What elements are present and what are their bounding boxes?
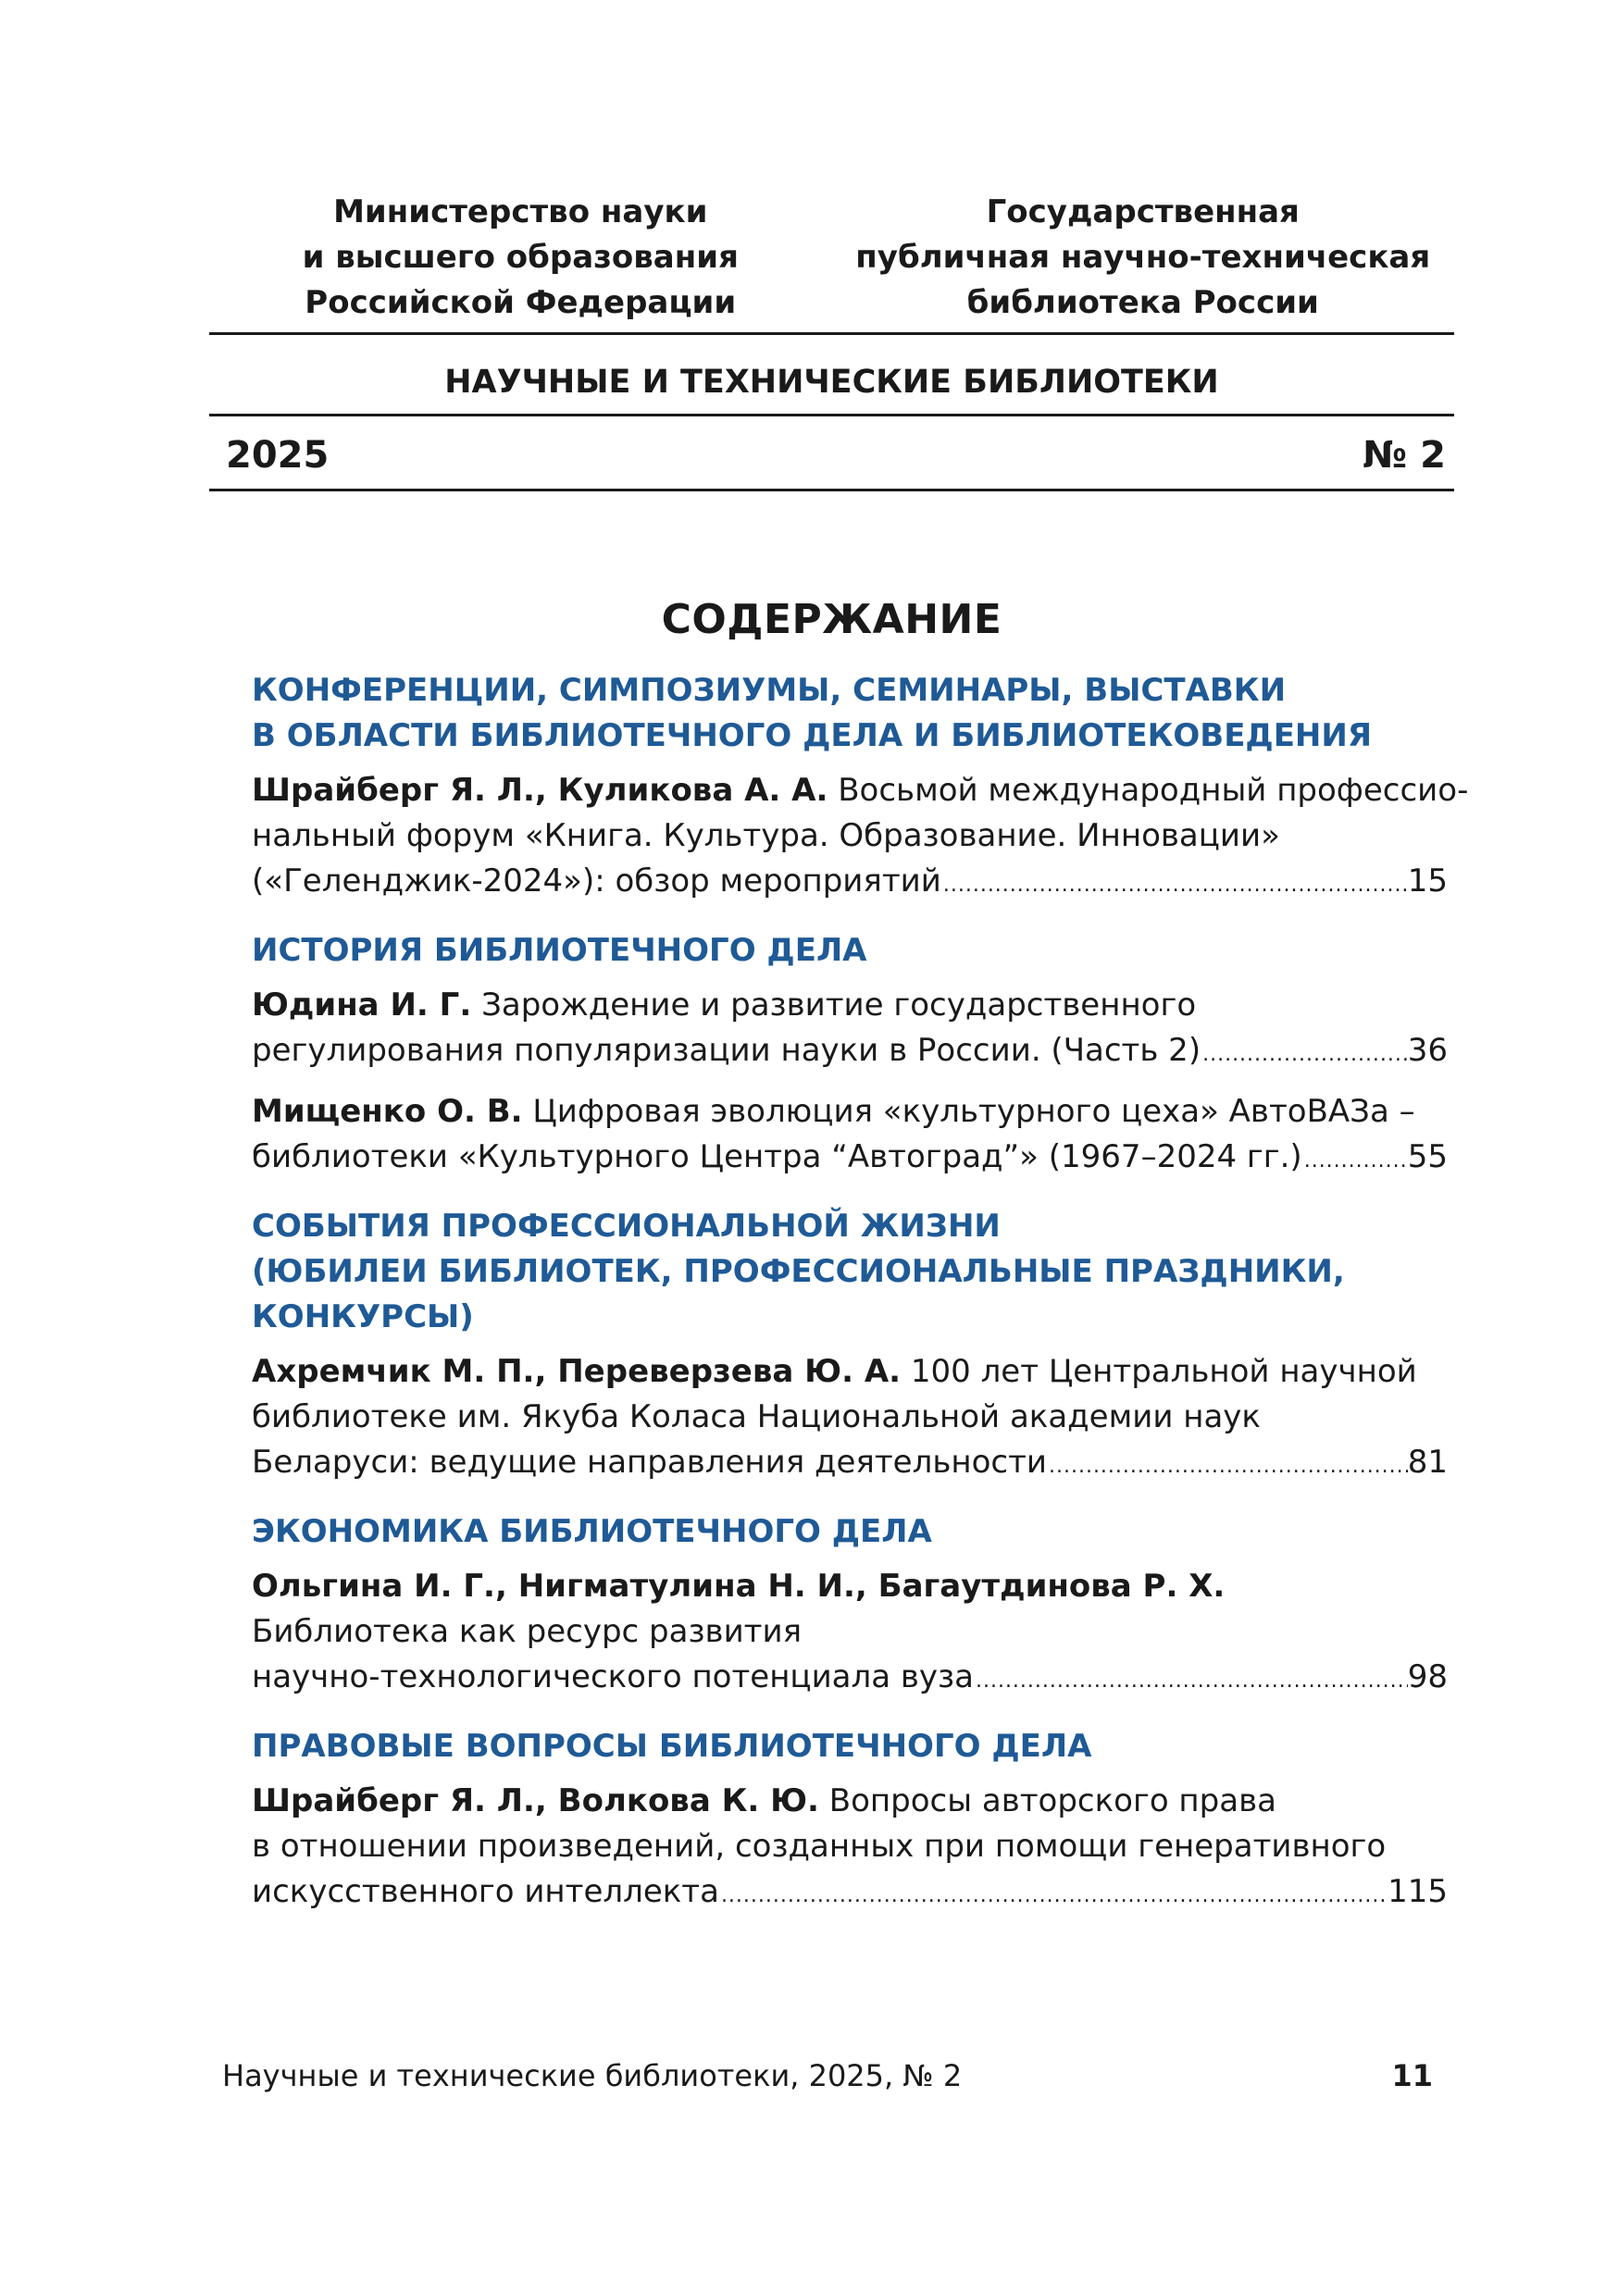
header-line: Государственная bbox=[986, 193, 1300, 230]
toc-section bbox=[252, 668, 1469, 908]
entry-title-line: искусственного интеллекта bbox=[252, 1873, 719, 1910]
library-name bbox=[832, 190, 1455, 326]
section-title-line: ПРАВОВЫЕ ВОПРОСЫ БИБЛИОТЕЧНОГО ДЕЛА bbox=[252, 1728, 1092, 1765]
dot-leader bbox=[1047, 1444, 1408, 1489]
toc-section bbox=[252, 1509, 1448, 1704]
section-title-line: В ОБЛАСТИ БИБЛИОТЕЧНОГО ДЕЛА И БИБЛИОТЕКОВЕДЕНИЯ bbox=[252, 717, 1373, 754]
header-line: публичная научно-техническая bbox=[855, 239, 1431, 276]
entry-authors: Ахремчик М. П., Переверзева Ю. А. bbox=[252, 1353, 902, 1390]
contents-title: СОДЕРЖАНИЕ bbox=[661, 596, 1002, 643]
entry-first-line bbox=[252, 983, 1448, 1028]
entry-title-line: библиотеки «Культурного Центра “Автоград”» (1967–2024 гг.) bbox=[252, 1138, 1302, 1175]
toc-entry[interactable] bbox=[252, 1089, 1448, 1184]
header-line: и высшего образования bbox=[302, 239, 739, 276]
entry-title-text: 100 лет Центральной научной bbox=[910, 1353, 1417, 1390]
dot-leader bbox=[941, 863, 1408, 908]
section-title-line: ИСТОРИЯ БИБЛИОТЕЧНОГО ДЕЛА bbox=[252, 932, 867, 969]
entry-authors: Юдина И. Г. bbox=[252, 987, 472, 1024]
entry-last-line bbox=[252, 859, 1448, 908]
section-title bbox=[252, 1204, 1448, 1340]
section-title bbox=[252, 668, 1448, 759]
dot-leader bbox=[719, 1873, 1388, 1918]
entry-title-line: нальный форум «Книга. Культура. Образование. Инновации» bbox=[252, 817, 1280, 854]
entry-last-line bbox=[252, 1135, 1448, 1184]
entry-title-line: библиотеке им. Якуба Коласа Национальной академии наук bbox=[252, 1398, 1261, 1435]
entry-page-number: 15 bbox=[1407, 863, 1448, 900]
header-line: библиотека России bbox=[966, 284, 1319, 321]
entry-title-line: регулирования популяризации науки в России. (Часть 2) bbox=[252, 1032, 1201, 1069]
entry-title-line: («Геленджик-2024»): обзор мероприятий bbox=[252, 863, 941, 900]
footer-citation: Научные и технические библиотеки, 2025, № 2 bbox=[222, 2058, 963, 2093]
entry-first-line bbox=[252, 1564, 1448, 1609]
entry-first-line bbox=[252, 1349, 1448, 1395]
entry-authors: Шрайберг Я. Л., Куликова А. А. bbox=[252, 772, 828, 809]
issue-year: 2025 bbox=[226, 434, 330, 477]
toc-section bbox=[252, 928, 1448, 1184]
section-title bbox=[252, 1509, 1448, 1555]
header-line: Министерство науки bbox=[333, 193, 708, 230]
table-of-contents bbox=[252, 668, 1469, 1939]
issue-number: № 2 bbox=[1363, 434, 1446, 477]
section-title-line: КОНФЕРЕНЦИИ, СИМПОЗИУМЫ, СЕМИНАРЫ, ВЫСТАВКИ bbox=[252, 672, 1287, 709]
entry-title-text: Зарождение и развитие государственного bbox=[481, 987, 1197, 1024]
entry-title-text: Цифровая эволюция «культурного цеха» АвтоВАЗа – bbox=[532, 1093, 1415, 1130]
toc-section bbox=[252, 1204, 1448, 1489]
entry-page-number: 115 bbox=[1388, 1873, 1448, 1910]
section-title bbox=[252, 1724, 1448, 1769]
entry-page-number: 55 bbox=[1407, 1138, 1448, 1175]
footer-page-number: 11 bbox=[1391, 2058, 1433, 2093]
toc-entry[interactable] bbox=[252, 1349, 1448, 1489]
entry-last-line bbox=[252, 1440, 1448, 1489]
dot-leader bbox=[1302, 1138, 1408, 1184]
issue-divider bbox=[209, 489, 1454, 491]
entry-title-line: в отношении произведений, созданных при помощи генеративного bbox=[252, 1828, 1387, 1865]
entry-first-line bbox=[252, 1089, 1448, 1135]
section-title bbox=[252, 928, 1448, 974]
entry-last-line bbox=[252, 1028, 1448, 1077]
entry-first-line bbox=[252, 768, 1469, 813]
toc-section bbox=[252, 1724, 1448, 1918]
entry-page-number: 81 bbox=[1407, 1444, 1448, 1481]
title-divider bbox=[209, 414, 1454, 416]
entry-authors: Шрайберг Я. Л., Волкова К. Ю. bbox=[252, 1782, 819, 1819]
section-title-line: ЭКОНОМИКА БИБЛИОТЕЧНОГО ДЕЛА bbox=[252, 1513, 932, 1550]
entry-authors: Ольгина И. Г., Нигматулина Н. И., Багаутдинова Р. Х. bbox=[252, 1568, 1226, 1605]
toc-entry[interactable] bbox=[252, 1564, 1448, 1704]
page-header bbox=[209, 190, 1454, 326]
ministry-name bbox=[209, 190, 832, 326]
header-line: Российской Федерации bbox=[305, 284, 737, 321]
section-title-line: КОНКУРСЫ) bbox=[252, 1298, 474, 1335]
entry-last-line bbox=[252, 1869, 1448, 1918]
header-divider bbox=[209, 332, 1454, 335]
journal-title: НАУЧНЫЕ И ТЕХНИЧЕСКИЕ БИБЛИОТЕКИ bbox=[444, 364, 1219, 401]
entry-page-number: 98 bbox=[1407, 1658, 1448, 1695]
toc-entry[interactable] bbox=[252, 768, 1469, 908]
dot-leader bbox=[1201, 1032, 1408, 1077]
entry-authors: Мищенко О. В. bbox=[252, 1093, 523, 1130]
entry-first-line bbox=[252, 1779, 1448, 1824]
entry-page-number: 36 bbox=[1407, 1032, 1448, 1069]
entry-title-text: Вопросы авторского права bbox=[828, 1782, 1276, 1819]
entry-last-line bbox=[252, 1655, 1448, 1704]
entry-title-line: научно-технологического потенциала вуза bbox=[252, 1658, 974, 1695]
toc-entry[interactable] bbox=[252, 983, 1448, 1077]
section-title-line: СОБЫТИЯ ПРОФЕССИОНАЛЬНОЙ ЖИЗНИ bbox=[252, 1208, 1001, 1245]
section-title-line: (ЮБИЛЕИ БИБЛИОТЕК, ПРОФЕССИОНАЛЬНЫЕ ПРАЗДНИКИ, bbox=[252, 1253, 1345, 1290]
entry-title-line: Беларуси: ведущие направления деятельности bbox=[252, 1444, 1047, 1481]
entry-title-text: Восьмой международный профессио- bbox=[838, 772, 1469, 809]
dot-leader bbox=[974, 1658, 1408, 1704]
entry-title-line: Библиотека как ресурс развития bbox=[252, 1613, 803, 1650]
toc-entry[interactable] bbox=[252, 1779, 1448, 1918]
